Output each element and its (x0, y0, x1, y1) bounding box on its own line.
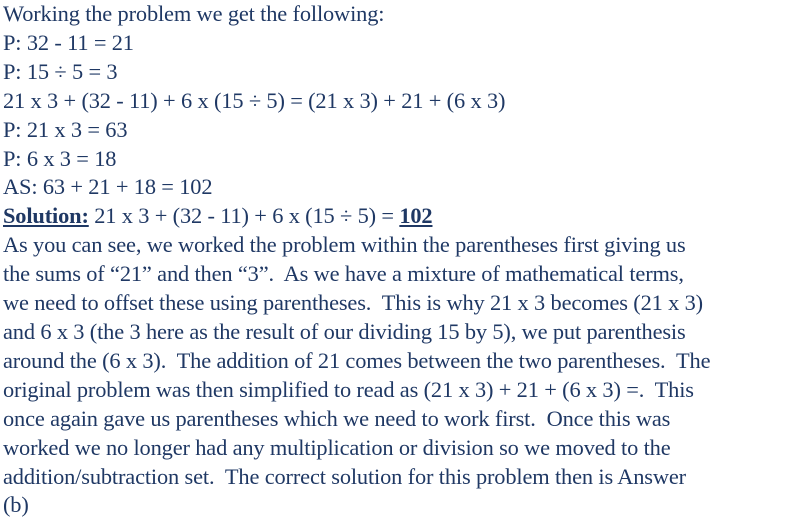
explanation-line: addition/subtraction set. The correct solution for this problem then is Answer (3, 463, 686, 489)
explanation-line: we need to offset these using parentheses. This is why 21 x 3 becomes (21 x 3) (3, 290, 703, 316)
step-add: AS: 63 + 21 + 18 = 102 (3, 174, 213, 200)
explanation-line: and 6 x 3 (the 3 here as the result of our dividing 15 by 5), we put parenthesis (3, 318, 686, 344)
solution-label: Solution: (3, 203, 89, 229)
step-divide: P: 15 ÷ 5 = 3 (3, 58, 118, 84)
explanation-line: (b) (3, 492, 29, 518)
step-multiply-second: P: 6 x 3 = 18 (3, 145, 117, 171)
explanation-line: around the (6 x 3). The addition of 21 comes between the two parentheses. The (3, 347, 711, 373)
step-rewrite: 21 x 3 + (32 - 11) + 6 x (15 ÷ 5) = (21 x 3) + 21 + (6 x 3) (3, 87, 506, 113)
intro-line: Working the problem we get the following: (3, 1, 385, 26)
explanation-line: once again gave us parentheses which we need to work first. Once this was (3, 405, 671, 431)
solution-expression: 21 x 3 + (32 - 11) + 6 x (15 ÷ 5) = (88, 203, 400, 229)
step-subtract: P: 32 - 11 = 21 (3, 29, 134, 55)
explanation-paragraph (3, 231, 809, 520)
solution-document (3, 0, 809, 520)
solution-line (3, 202, 809, 231)
explanation-line: original problem was then simplified to read as (21 x 3) + 21 + (6 x 3) =. This (3, 376, 694, 402)
explanation-line: the sums of “21” and then “3”. As we have a mixture of mathematical terms, (3, 261, 684, 287)
explanation-line: worked we no longer had any multiplication or division so we moved to the (3, 434, 671, 460)
solution-answer: 102 (399, 203, 433, 229)
step-multiply-first: P: 21 x 3 = 63 (3, 116, 128, 142)
explanation-line: As you can see, we worked the problem within the parentheses first giving us (3, 232, 686, 258)
